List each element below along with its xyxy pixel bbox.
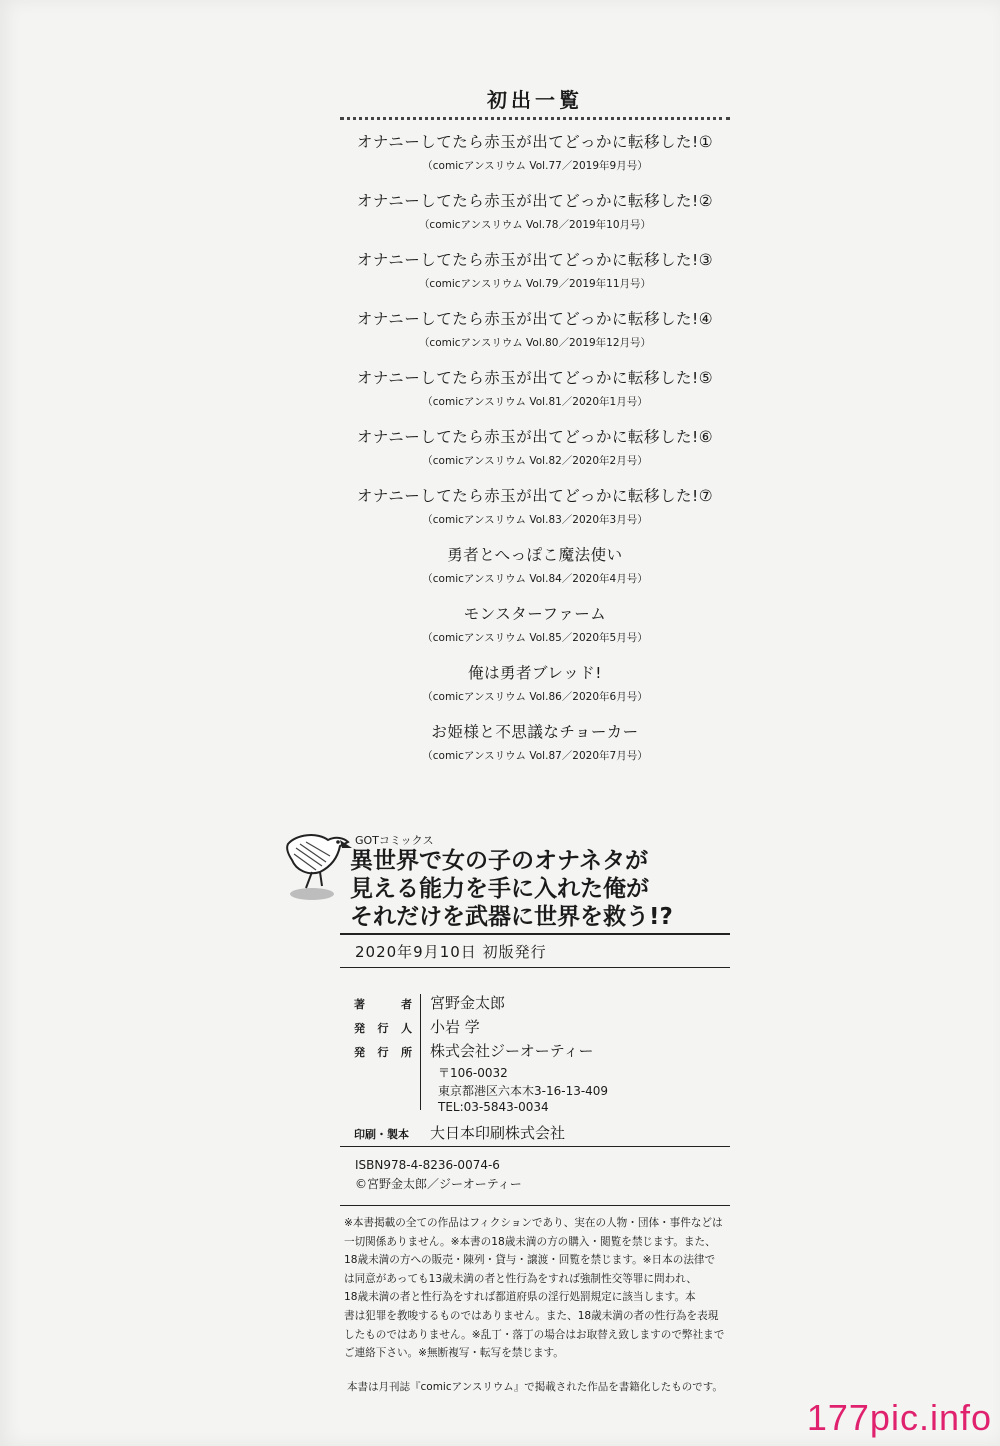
book-title-line: 異世界で女の子のオナネタが — [350, 848, 649, 874]
list-item — [340, 544, 730, 603]
story-source: （comicアンスリウム Vol.86／2020年6月号） — [422, 691, 648, 703]
notice-line: 書は犯罪を教唆するものではありません。また、18歳未満の者の性行為を表現 — [344, 1309, 719, 1322]
postal-code: 〒106-0032 — [438, 1066, 508, 1080]
story-source: （comicアンスリウム Vol.79／2019年11月号） — [418, 278, 652, 290]
credit-publisher — [354, 1038, 734, 1062]
credit-label: 著者 — [354, 998, 412, 1011]
story-source: （comicアンスリウム Vol.78／2019年10月号） — [418, 219, 652, 231]
notice-divider — [340, 1205, 730, 1206]
list-item — [340, 190, 730, 249]
credit-value: 小岩 学 — [430, 1018, 480, 1036]
story-title: オナニーしてたら赤玉が出てどっかに転移した!⑦ — [356, 487, 714, 505]
isbn-divider — [340, 1146, 730, 1147]
credit-value: 大日本印刷株式会社 — [430, 1124, 566, 1142]
credit-label: 発行所 — [354, 1046, 412, 1059]
notice-line: したものではありません。※乱丁・落丁の場合はお取替え致しますので弊社まで — [344, 1328, 725, 1341]
book-title-line: それだけを武器に世界を救う!? — [350, 904, 673, 930]
list-item — [340, 721, 730, 780]
notice-line: 18歳未満の者と性行為をすれば都道府県の淫行処罰規定に該当します。本 — [344, 1291, 696, 1304]
phone-number: TEL:03-5843-0034 — [438, 1100, 549, 1114]
list-item — [340, 249, 730, 308]
list-item — [340, 603, 730, 662]
list-item — [340, 308, 730, 367]
isbn: ISBN978-4-8236-0074-6 — [355, 1158, 500, 1172]
first-appearance-list — [340, 131, 730, 780]
story-source: （comicアンスリウム Vol.80／2019年12月号） — [418, 337, 652, 349]
story-source: （comicアンスリウム Vol.85／2020年5月号） — [422, 632, 648, 644]
credit-printer — [354, 1120, 734, 1144]
imprint-label: GOTコミックス — [355, 834, 434, 847]
footnote: 本書は月刊誌『comicアンスリウム』で掲載された作品を書籍化したものです。 — [347, 1381, 723, 1393]
dotted-divider — [340, 117, 730, 120]
credit-value: 宮野金太郎 — [430, 994, 506, 1012]
notice-line: ご連絡下さい。※無断複写・転写を禁じます。 — [344, 1347, 564, 1360]
story-title: オナニーしてたら赤玉が出てどっかに転移した!① — [356, 133, 714, 151]
story-source: （comicアンスリウム Vol.87／2020年7月号） — [422, 750, 648, 762]
list-item — [340, 367, 730, 426]
story-title: モンスターファーム — [463, 605, 607, 623]
publisher-address — [354, 1062, 734, 1120]
street-address: 東京都港区六本木3-16-13-409 — [438, 1084, 609, 1098]
credit-author — [354, 990, 734, 1014]
first-appearance-heading: 初出一覧 — [487, 88, 583, 112]
story-source: （comicアンスリウム Vol.82／2020年2月号） — [422, 455, 648, 467]
list-item — [340, 131, 730, 190]
notice-line: ※本書掲載の全ての作品はフィクションであり、実在の人物・団体・事件などは — [344, 1217, 723, 1229]
story-title: オナニーしてたら赤玉が出てどっかに転移した!⑥ — [356, 428, 714, 446]
title-divider — [340, 933, 730, 935]
credits-block — [354, 990, 734, 1144]
story-source: （comicアンスリウム Vol.84／2020年4月号） — [422, 573, 648, 585]
list-item — [340, 485, 730, 544]
publish-date: 2020年9月10日 初版発行 — [355, 943, 547, 961]
notice-line: は同意があっても13歳未満の者と性行為をすれば強制性交等罪に問われ、 — [344, 1272, 698, 1285]
list-item — [340, 426, 730, 485]
story-source: （comicアンスリウム Vol.83／2020年3月号） — [422, 514, 648, 526]
story-source: （comicアンスリウム Vol.77／2019年9月号） — [422, 160, 648, 172]
story-title: オナニーしてたら赤玉が出てどっかに転移した!② — [356, 192, 714, 210]
legal-notice — [344, 1214, 728, 1363]
story-title: お姫様と不思議なチョーカー — [431, 723, 639, 741]
story-title: オナニーしてたら赤玉が出てどっかに転移した!④ — [356, 310, 714, 328]
story-source: （comicアンスリウム Vol.81／2020年1月号） — [422, 396, 648, 408]
bird-logo-icon — [282, 826, 358, 906]
list-item — [340, 662, 730, 721]
notice-line: 一切関係ありません。※本書の18歳未満の方の購入・閲覧を禁じます。また、 — [344, 1235, 716, 1248]
copyright: ©宮野金太郎／ジーオーティー — [355, 1177, 522, 1191]
story-title: オナニーしてたら赤玉が出てどっかに転移した!③ — [356, 251, 714, 269]
book-title-line: 見える能力を手に入れた俺が — [350, 876, 649, 902]
credit-label: 印刷・製本 — [354, 1128, 409, 1141]
credit-label: 発行人 — [354, 1022, 412, 1035]
story-title: 俺は勇者ブレッド! — [468, 664, 602, 682]
site-watermark: 177pic.info — [806, 1397, 992, 1438]
credit-publisher-person — [354, 1014, 734, 1038]
date-divider — [340, 967, 730, 968]
story-title: 勇者とへっぽこ魔法使い — [447, 546, 623, 564]
story-title: オナニーしてたら赤玉が出てどっかに転移した!⑤ — [356, 369, 714, 387]
credit-value: 株式会社ジーオーティー — [430, 1042, 594, 1060]
book-title — [350, 847, 730, 931]
notice-line: 18歳未満の方への販売・陳列・貸与・譲渡・回覧を禁じます。※日本の法律で — [344, 1254, 716, 1267]
